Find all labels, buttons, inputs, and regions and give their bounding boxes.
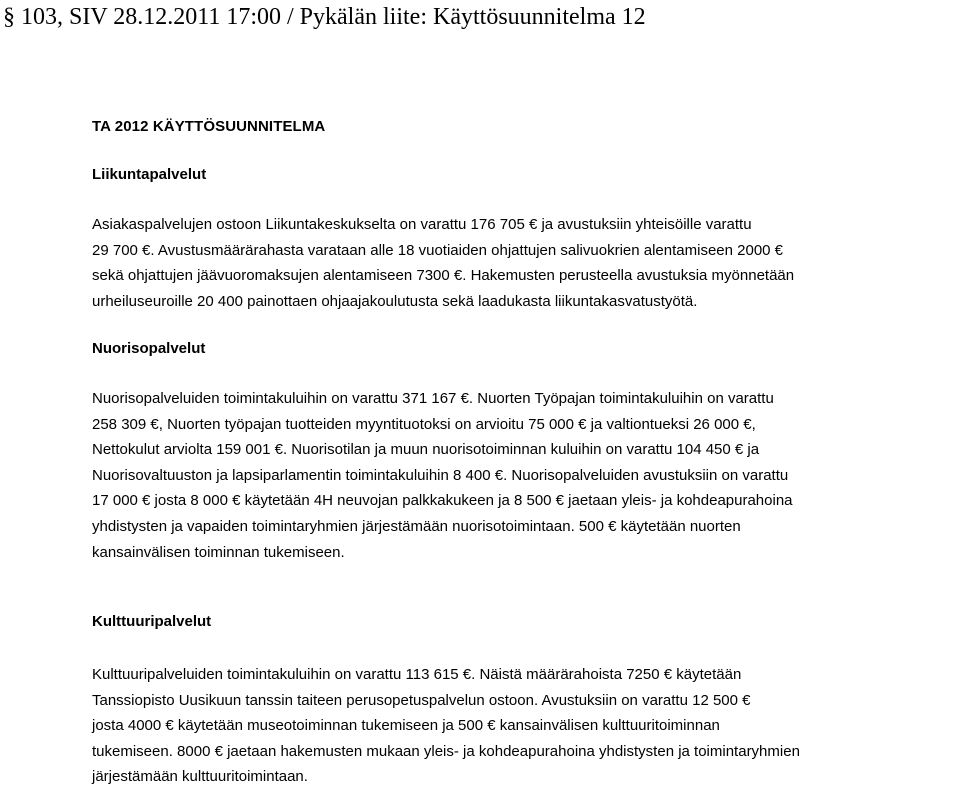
paragraph-line: 17 000 € josta 8 000 € käytetään 4H neuvojan palkkakukeen ja 8 500 € jaetaan yleis- ja kohdeapurahoina: [92, 492, 793, 510]
page-header: § 103, SIV 28.12.2011 17:00 / Pykälän liite: Käyttösuunnitelma 12: [3, 4, 646, 30]
document-title: TA 2012 KÄYTTÖSUUNNITELMA: [92, 118, 326, 135]
paragraph-line: järjestämään kulttuuritoimintaan.: [92, 768, 308, 786]
paragraph-line: sekä ohjattujen jäävuoromaksujen alentamiseen 7300 €. Hakemusten perusteella avustuksia myönnetään: [92, 267, 795, 285]
paragraph-line: kansainvälisen toiminnan tukemiseen.: [92, 543, 345, 561]
paragraph-line: Nuorisovaltuuston ja lapsiparlamentin toimintakuluihin 8 400 €. Nuorisopalveluiden avustuksiin on varattu: [92, 466, 789, 484]
section-heading-liikuntapalvelut: Liikuntapalvelut: [92, 166, 207, 183]
paragraph-line: Asiakaspalvelujen ostoon Liikuntakeskukselta on varattu 176 705 € ja avustuksiin yhteisöille varattu: [92, 216, 752, 233]
section-paragraph-liikuntapalvelut: [92, 212, 872, 314]
paragraph-line: 29 700 €. Avustusmäärärahasta varataan alle 18 vuotiaiden ohjattujen salivuokrien alentamiseen 2000 €: [92, 241, 784, 259]
paragraph-line: Nettokulut arviolta 159 001 €. Nuorisotilan ja muun nuorisotoiminnan kuluihin on varattu 104 450 € ja: [92, 441, 760, 459]
paragraph-line: tukemiseen. 8000 € jaetaan hakemusten mukaan yleis- ja kohdeapurahoina yhdistysten ja toimintaryhmien: [92, 742, 800, 760]
paragraph-line: yhdistysten ja vapaiden toimintaryhmien järjestämään nuorisotoimintaan. 500 € käytetään nuorten: [92, 517, 741, 535]
section-paragraph-kulttuuripalvelut: [92, 662, 872, 790]
paragraph-line: urheiluseuroille 20 400 painottaen ohjaajakoulutusta sekä laadukasta liikuntakasvatustyötä.: [92, 292, 698, 310]
section-heading-nuorisopalvelut: Nuorisopalvelut: [92, 340, 206, 357]
paragraph-line: Nuorisopalveluiden toimintakuluihin on varattu 371 167 €. Nuorten Työpajan toimintakuluihin on varattu: [92, 390, 774, 407]
paragraph-line: 258 309 €, Nuorten työpajan tuotteiden myyntituotoksi on arvioitu 75 000 € ja valtiontueksi 26 000 €,: [92, 415, 756, 433]
paragraph-line: josta 4000 € käytetään museotoiminnan tukemiseen ja 500 € kansainvälisen kulttuuritoiminnan: [92, 717, 720, 735]
section-paragraph-nuorisopalvelut: [92, 386, 872, 565]
paragraph-line: Kulttuuripalveluiden toimintakuluihin on varattu 113 615 €. Näistä määrärahoista 7250 € käytetään: [92, 666, 742, 683]
section-heading-kulttuuripalvelut: Kulttuuripalvelut: [92, 613, 212, 630]
paragraph-line: Tanssiopisto Uusikuun tanssin taiteen perusopetuspalvelun ostoon. Avustuksiin on varattu 12 500 €: [92, 691, 751, 709]
